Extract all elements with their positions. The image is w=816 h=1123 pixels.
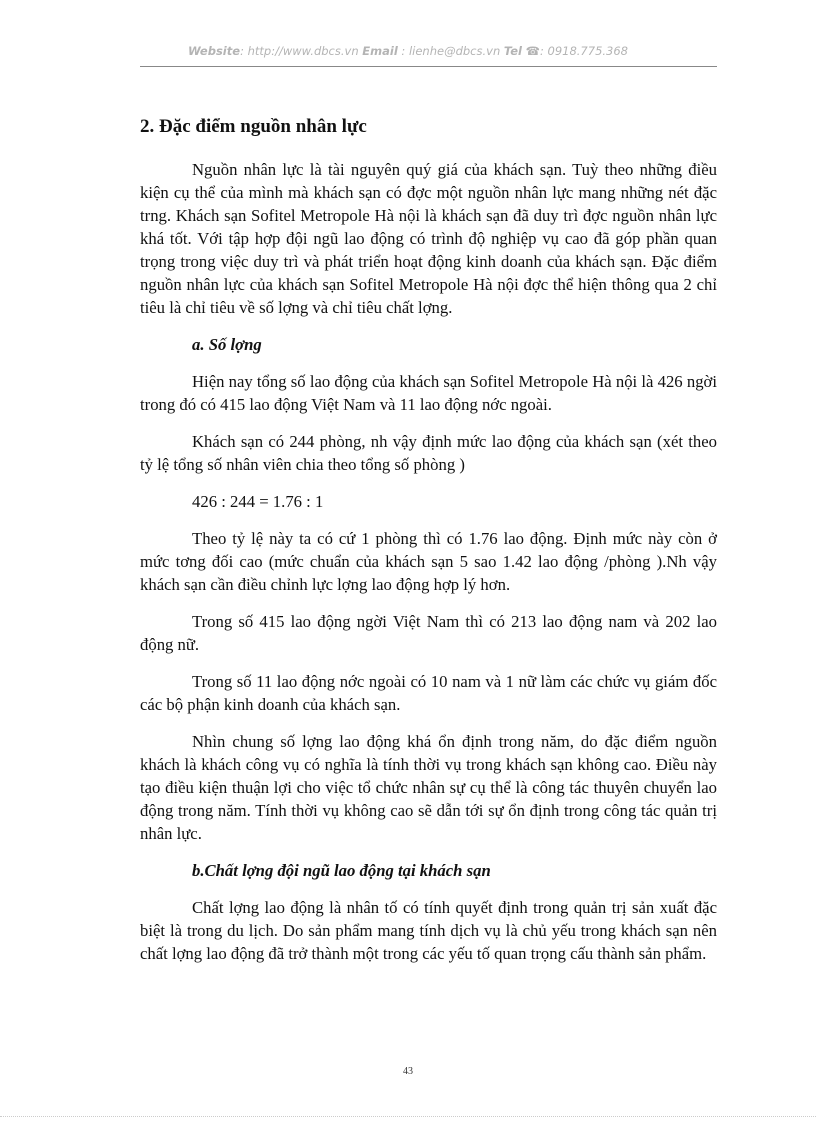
page-header xyxy=(0,44,816,58)
section-title: 2. Đặc điểm nguồn nhân lực xyxy=(140,116,367,137)
paragraph: Hiện nay tổng số lao động của khách sạn Sofitel Metropole Hà nội là 426 ngời trong đó có 415 lao động Việt Nam và 11 lao động nớc ngoài. xyxy=(140,372,717,414)
paragraph: Chất lợng lao động là nhân tố có tính quyết định trong quản trị sản xuất đặc biệt là trong du lịch. Do sản phẩm mang tính dịch vụ là chủ yếu trong khách sạn nên chất lợng lao động đã trở thành một trong các yếu tố quan trọng cấu thành sản phẩm. xyxy=(140,898,717,963)
subheading-quality: b.Chất lợng đội ngũ lao động tại khách sạn xyxy=(192,861,491,880)
email-label: Email xyxy=(362,44,398,58)
paragraph: Khách sạn có 244 phòng, nh vậy định mức lao động của khách sạn (xét theo tỷ lệ tổng số nhân viên chia theo tổng số phòng ) xyxy=(140,432,717,474)
tel-value: : 0918.775.368 xyxy=(539,44,628,58)
phone-icon: ☎ xyxy=(525,44,540,58)
website-value: : http://www.dbcs.vn xyxy=(240,44,359,58)
paragraph: Trong số 415 lao động ngời Việt Nam thì có 213 lao động nam và 202 lao động nữ. xyxy=(140,612,717,654)
page-bottom-border xyxy=(0,1116,816,1117)
tel-label: Tel xyxy=(503,44,522,58)
subheading-quantity: a. Số lợng xyxy=(192,335,262,354)
paragraph: Nguồn nhân lực là tài nguyên quý giá của khách sạn. Tuỳ theo những điều kiện cụ thể của mình mà khách sạn có đợc một nguồn nhân lực mang những nét đặc trng. Khách sạn Sofitel Metropole Hà nội là khách sạn đã duy trì đợc nguồn nhân lực khá tốt. Với tập hợp đội ngũ lao động có trình độ nghiệp vụ cao đã góp phần quan trọng trong việc duy trì và phát triển hoạt động kinh doanh của khách sạn. Đặc điểm nguồn nhân lực của khách sạn Sofitel Metropole Hà nội đợc thể hiện thông qua 2 chỉ tiêu là chỉ tiêu về số lợng và chỉ tiêu chất lợng. xyxy=(140,160,717,317)
email-value: : lienhe@dbcs.vn xyxy=(401,44,501,58)
header-divider xyxy=(140,66,717,67)
paragraph: Trong số 11 lao động nớc ngoài có 10 nam và 1 nữ làm các chức vụ giám đốc các bộ phận kinh doanh của khách sạn. xyxy=(140,672,717,714)
document-body xyxy=(140,116,717,979)
paragraph: Nhìn chung số lợng lao động khá ổn định trong năm, do đặc điểm nguồn khách là khách công vụ có nghĩa là tính thời vụ trong khách sạn không cao. Điều này tạo điều kiện thuận lợi cho việc tổ chức nhân sự cụ thể là công tác thuyên chuyển lao động trong năm. Tính thời vụ không cao sẽ dẫn tới sự ổn định trong công tác quản trị nhân lực. xyxy=(140,732,717,843)
paragraph: Theo tỷ lệ này ta có cứ 1 phòng thì có 1.76 lao động. Định mức này còn ở mức tơng đối cao (mức chuẩn của khách sạn 5 sao 1.42 lao động /phòng ).Nh vậy khách sạn cần điều chỉnh lực lợng lao động hợp lý hơn. xyxy=(140,529,717,594)
ratio-formula: 426 : 244 = 1.76 : 1 xyxy=(192,492,324,511)
website-label: Website xyxy=(187,44,241,58)
page-number: 43 xyxy=(403,1066,413,1077)
